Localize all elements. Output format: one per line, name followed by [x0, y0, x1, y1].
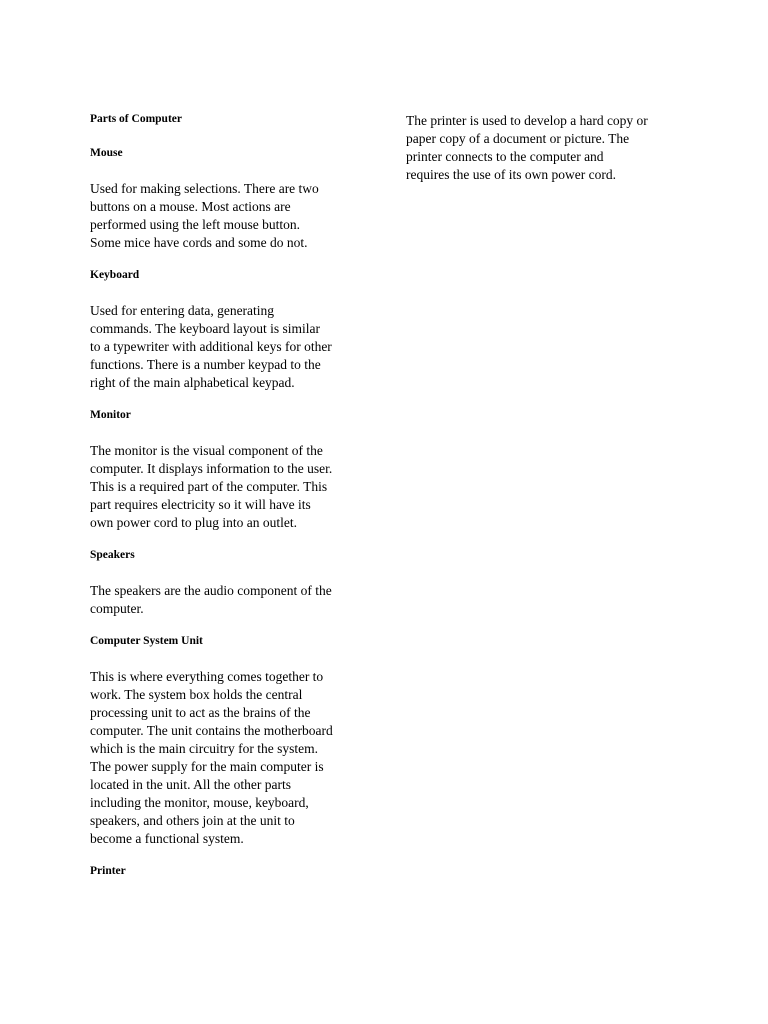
paragraph-monitor: The monitor is the visual component of the computer. It displays information to the user. This is a required part of the computer. This part requires electricity so it will have its own power cord to plug into an outlet.	[90, 443, 333, 530]
paragraph-system-unit: This is where everything comes together to work. The system box holds the central processing unit to act as the brains of the computer. The unit contains the motherboard which is the main circuitry for the system. The power supply for the main computer is located in the unit. All the other parts including the monitor, mouse, keyboard, speakers, and others join at the unit to become a functional system.	[90, 669, 333, 846]
heading-mouse: Mouse	[90, 147, 123, 159]
paragraph-mouse: Used for making selections. There are two buttons on a mouse. Most actions are performed using the left mouse button. Some mice have cords and some do not.	[90, 181, 319, 250]
heading-monitor: Monitor	[90, 409, 131, 421]
document-title: Parts of Computer	[90, 113, 182, 125]
left-column	[90, 112, 370, 898]
heading-printer: Printer	[90, 865, 126, 877]
paragraph-printer: The printer is used to develop a hard copy or paper copy of a document or picture. The printer connects to the computer and requires the use of its own power cord.	[406, 113, 648, 182]
paragraph-keyboard: Used for entering data, generating commands. The keyboard layout is similar to a typewriter with additional keys for other functions. There is a number keypad to the right of the main alphabetical keypad.	[90, 303, 332, 390]
heading-keyboard: Keyboard	[90, 269, 140, 281]
heading-speakers: Speakers	[90, 549, 135, 561]
heading-system-unit: Computer System Unit	[90, 635, 203, 647]
right-column	[406, 112, 696, 200]
paragraph-speakers: The speakers are the audio component of the computer.	[90, 583, 332, 616]
